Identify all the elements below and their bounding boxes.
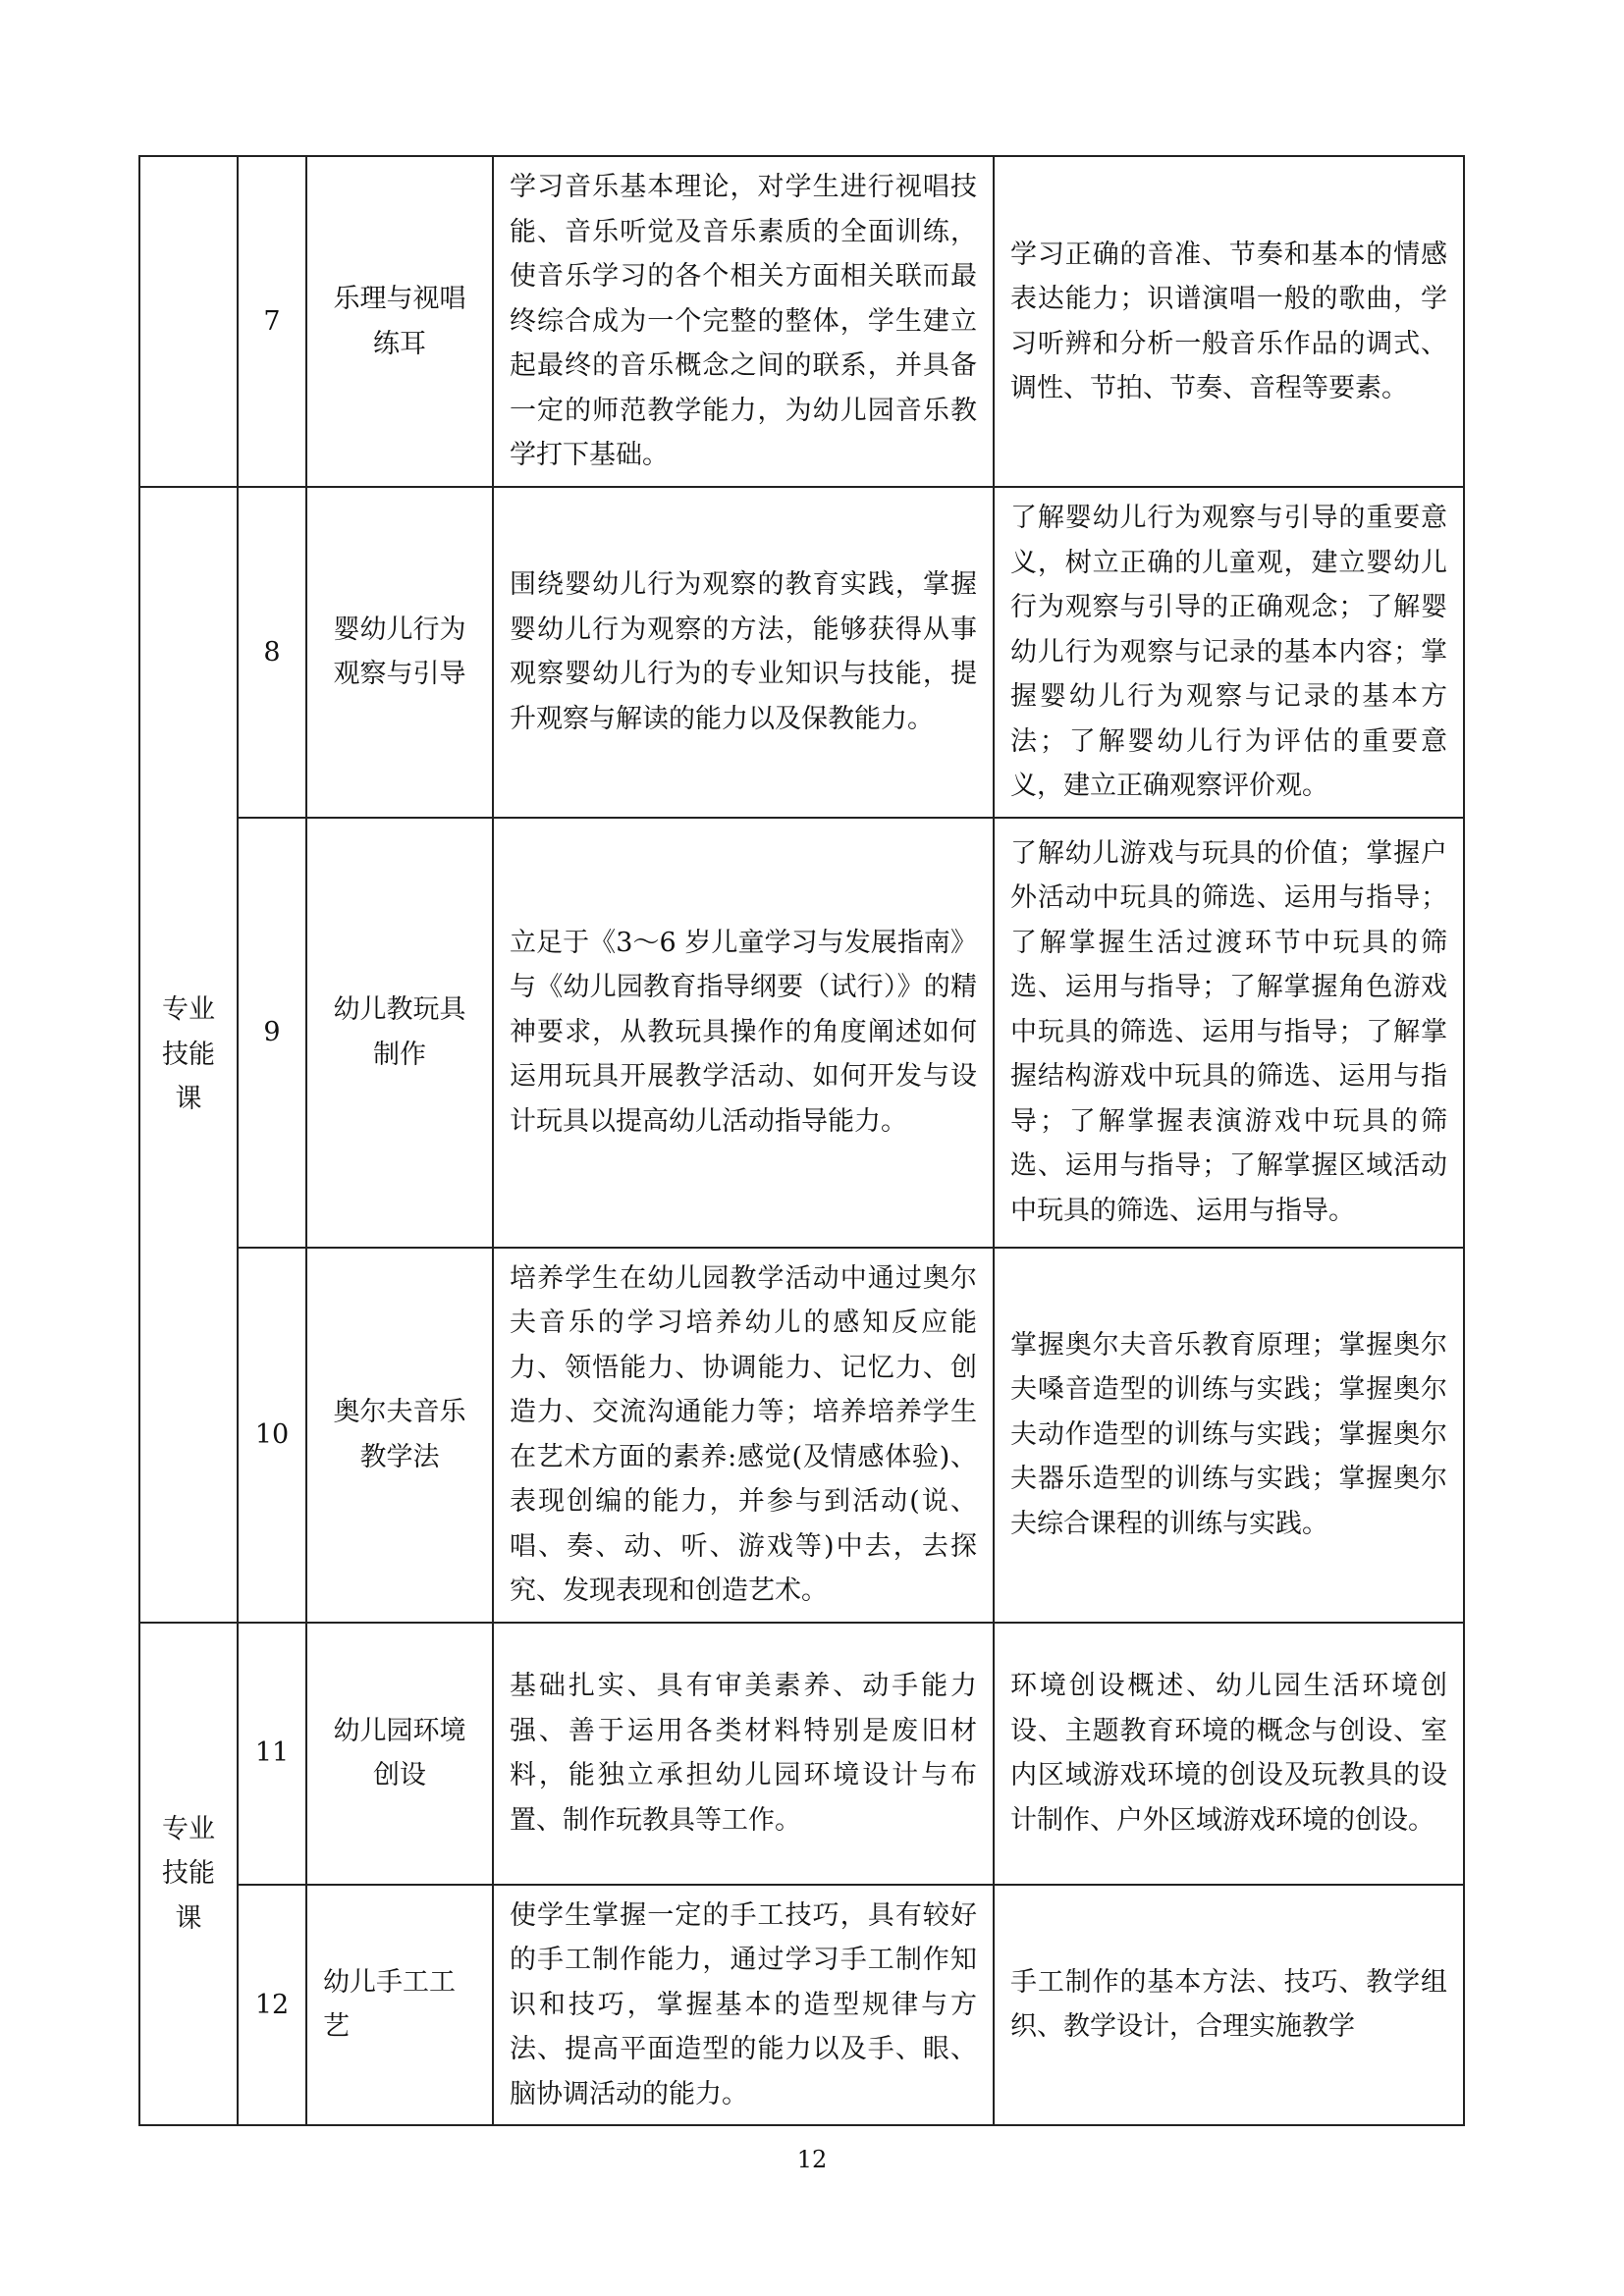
course-content: 学习正确的音准、节奏和基本的情感表达能力；识谱演唱一般的歌曲，学习听辨和分析一般音乐作品的调式、调性、节拍、节奏、音程等要素。 [994,156,1464,487]
course-objective: 立足于《3～6 岁儿童学习与发展指南》与《幼儿园教育指导纲要（试行）》的精神要求，从教玩具操作的角度阐述如何运用玩具开展教学活动、如何开发与设计玩具以提高幼儿活动指导能力。 [493,818,994,1248]
course-name: 乐理与视唱练耳 [306,156,493,487]
course-objective: 使学生掌握一定的手工技巧，具有较好的手工制作能力，通过学习手工制作知识和技巧，掌握基本的造型规律与方法、提高平面造型的能力以及手、眼、脑协调活动的能力。 [493,1885,994,2126]
table-row [139,156,1464,487]
course-number: 8 [238,487,306,818]
category-cell [139,156,238,487]
course-objective: 围绕婴幼儿行为观察的教育实践，掌握婴幼儿行为观察的方法，能够获得从事观察婴幼儿行为的专业知识与技能，提升观察与解读的能力以及保教能力。 [493,487,994,818]
course-content: 手工制作的基本方法、技巧、教学组织、教学设计，合理实施教学 [994,1885,1464,2126]
curriculum-table [138,155,1465,2126]
course-content: 掌握奥尔夫音乐教育原理；掌握奥尔夫嗓音造型的训练与实践；掌握奥尔夫动作造型的训练与实践；掌握奥尔夫器乐造型的训练与实践；掌握奥尔夫综合课程的训练与实践。 [994,1248,1464,1623]
table-row [139,1248,1464,1623]
course-name: 幼儿手工工艺 [306,1885,493,2126]
course-name: 幼儿教玩具制作 [306,818,493,1248]
course-objective: 学习音乐基本理论，对学生进行视唱技能、音乐听觉及音乐素质的全面训练，使音乐学习的各个相关方面相关联而最终综合成为一个完整的整体，学生建立起最终的音乐概念之间的联系，并具备一定的师范教学能力，为幼儿园音乐教学打下基础。 [493,156,994,487]
course-content: 了解幼儿游戏与玩具的价值；掌握户外活动中玩具的筛选、运用与指导；了解掌握生活过渡环节中玩具的筛选、运用与指导；了解掌握角色游戏中玩具的筛选、运用与指导；了解掌握结构游戏中玩具的筛选、运用与指导；了解掌握表演游戏中玩具的筛选、运用与指导；了解掌握区域活动中玩具的筛选、运用与指导。 [994,818,1464,1248]
course-content: 了解婴幼儿行为观察与引导的重要意义，树立正确的儿童观，建立婴幼儿行为观察与引导的正确观念；了解婴幼儿行为观察与记录的基本内容；掌握婴幼儿行为观察与记录的基本方法；了解婴幼儿行为评估的重要意义，建立正确观察评价观。 [994,487,1464,818]
course-content: 环境创设概述、幼儿园生活环境创设、主题教育环境的概念与创设、室内区域游戏环境的创设及玩教具的设计制作、户外区域游戏环境的创设。 [994,1623,1464,1885]
category-cell: 专业技能课 [139,487,238,1623]
course-number: 9 [238,818,306,1248]
table-row [139,1885,1464,2126]
category-cell: 专业技能课 [139,1623,238,2126]
course-number: 10 [238,1248,306,1623]
page-number: 12 [796,2146,828,2173]
course-number: 11 [238,1623,306,1885]
course-name: 幼儿园环境创设 [306,1623,493,1885]
course-number: 12 [238,1885,306,2126]
table-row [139,1623,1464,1885]
course-objective: 培养学生在幼儿园教学活动中通过奥尔夫音乐的学习培养幼儿的感知反应能力、领悟能力、协调能力、记忆力、创造力、交流沟通能力等；培养培养学生在艺术方面的素养:感觉(及情感体验)、表现创编的能力，并参与到活动(说、唱、奏、动、听、游戏等)中去，去探究、发现表现和创造艺术。 [493,1248,994,1623]
course-objective: 基础扎实、具有审美素养、动手能力强、善于运用各类材料特别是废旧材料，能独立承担幼儿园环境设计与布置、制作玩教具等工作。 [493,1623,994,1885]
table-row [139,487,1464,818]
table-row [139,818,1464,1248]
course-name: 奥尔夫音乐教学法 [306,1248,493,1623]
course-number: 7 [238,156,306,487]
course-name: 婴幼儿行为观察与引导 [306,487,493,818]
